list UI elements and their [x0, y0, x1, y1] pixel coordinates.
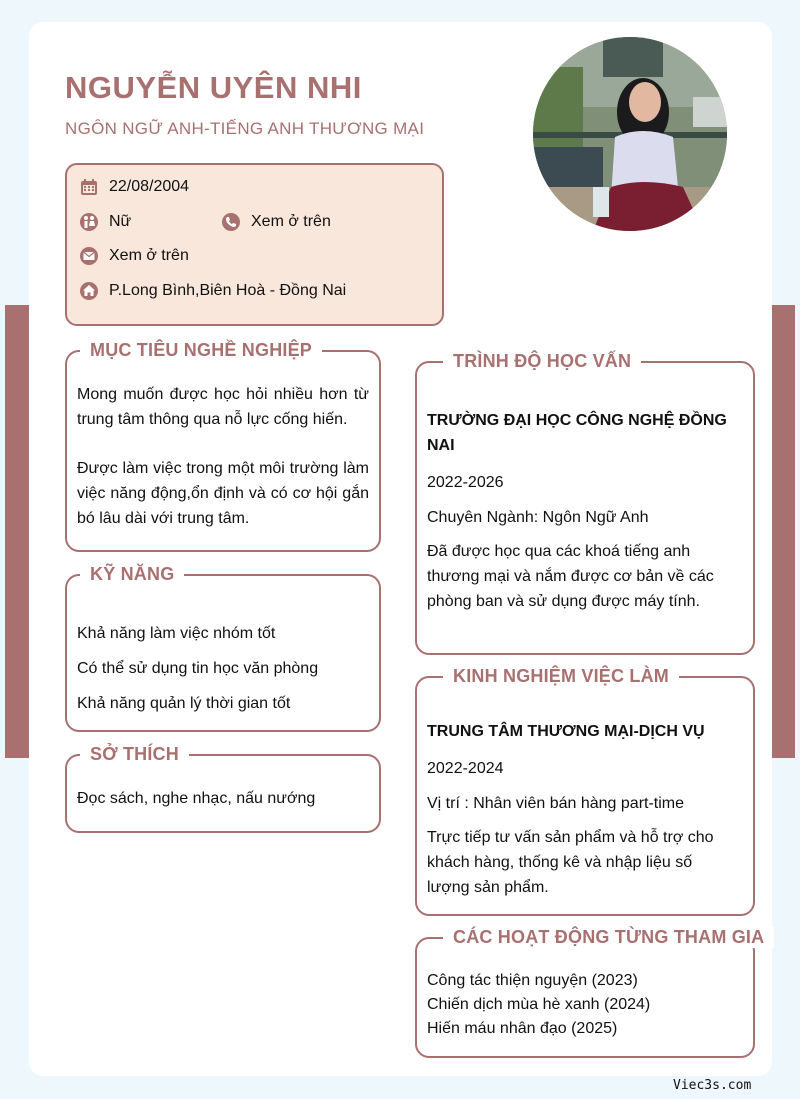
address-row	[79, 281, 346, 301]
education-years: 2022-2026	[427, 474, 504, 491]
home-icon	[79, 281, 99, 301]
candidate-name: NGUYỄN UYÊN NHI	[65, 70, 362, 105]
hobbies-heading: SỞ THÍCH	[80, 744, 189, 765]
activity-item: Chiến dịch mùa hè xanh (2024)	[427, 996, 651, 1013]
avatar-photo	[533, 37, 727, 231]
left-accent-band	[5, 305, 29, 758]
objective-heading: MỤC TIÊU NGHỀ NGHIỆP	[80, 340, 322, 361]
experience-position: Vị trí : Nhân viên bán hàng part-time	[427, 795, 685, 812]
calendar-icon	[79, 177, 99, 197]
education-major: Chuyên Ngành: Ngôn Ngữ Anh	[427, 509, 649, 526]
phone-value: Xem ở trên	[251, 213, 331, 230]
hobbies-text: Đọc sách, nghe nhạc, nấu nướng	[77, 790, 316, 807]
email-icon	[79, 246, 99, 266]
skill-item: Có thể sử dụng tin học văn phòng	[77, 660, 319, 677]
right-accent-band	[772, 305, 795, 758]
activities-heading: CÁC HOẠT ĐỘNG TỪNG THAM GIA	[443, 927, 774, 948]
experience-company: TRUNG TÂM THƯƠNG MẠI-DỊCH VỤ	[427, 723, 705, 740]
activity-item: Công tác thiện nguyện (2023)	[427, 972, 638, 989]
skill-item: Khả năng làm việc nhóm tốt	[77, 625, 276, 642]
avatar	[533, 37, 727, 231]
experience-heading: KINH NGHIỆM VIỆC LÀM	[443, 666, 679, 687]
activity-item: Hiến máu nhân đạo (2025)	[427, 1020, 618, 1037]
experience-years: 2022-2024	[427, 760, 504, 777]
education-description: Đã được học qua các khoá tiếng anh thương mại và nắm được cơ bản về các phòng ban và sử dụng được máy tính.	[427, 543, 714, 610]
phone-row	[221, 212, 331, 232]
skill-item: Khả năng quản lý thời gian tốt	[77, 695, 291, 712]
education-school: TRƯỜNG ĐẠI HỌC CÔNG NGHỆ ĐỒNG NAI	[427, 412, 727, 454]
gender-value: Nữ	[109, 213, 132, 230]
skills-heading: KỸ NĂNG	[80, 564, 184, 585]
objective-paragraph-2: Được làm việc trong một môi trường làm việc năng động,ổn định và có cơ hội gắn bó lâu dài với trung tâm.	[77, 460, 369, 527]
education-heading: TRÌNH ĐỘ HỌC VẤN	[443, 351, 641, 372]
address-value: P.Long Bình,Biên Hoà - Đồng Nai	[109, 282, 347, 299]
birthday-row	[79, 177, 189, 197]
gender-row	[79, 212, 131, 232]
contact-info-box	[65, 163, 444, 326]
experience-description: Trực tiếp tư vấn sản phẩm và hỗ trợ cho khách hàng, thống kê và nhập liệu số lượng sản phẩm.	[427, 829, 714, 896]
candidate-title: NGÔN NGỮ ANH-TIẾNG ANH THƯƠNG MẠI	[65, 119, 425, 138]
phone-icon	[221, 212, 241, 232]
objective-paragraph-1: Mong muốn được học hỏi nhiều hơn từ trung tâm thông qua nỗ lực cống hiến.	[77, 386, 369, 428]
watermark-text: Viec3s.com	[673, 1078, 752, 1093]
gender-icon	[79, 212, 99, 232]
email-row	[79, 246, 189, 266]
email-value: Xem ở trên	[109, 247, 189, 264]
birthday-value: 22/08/2004	[109, 178, 190, 195]
